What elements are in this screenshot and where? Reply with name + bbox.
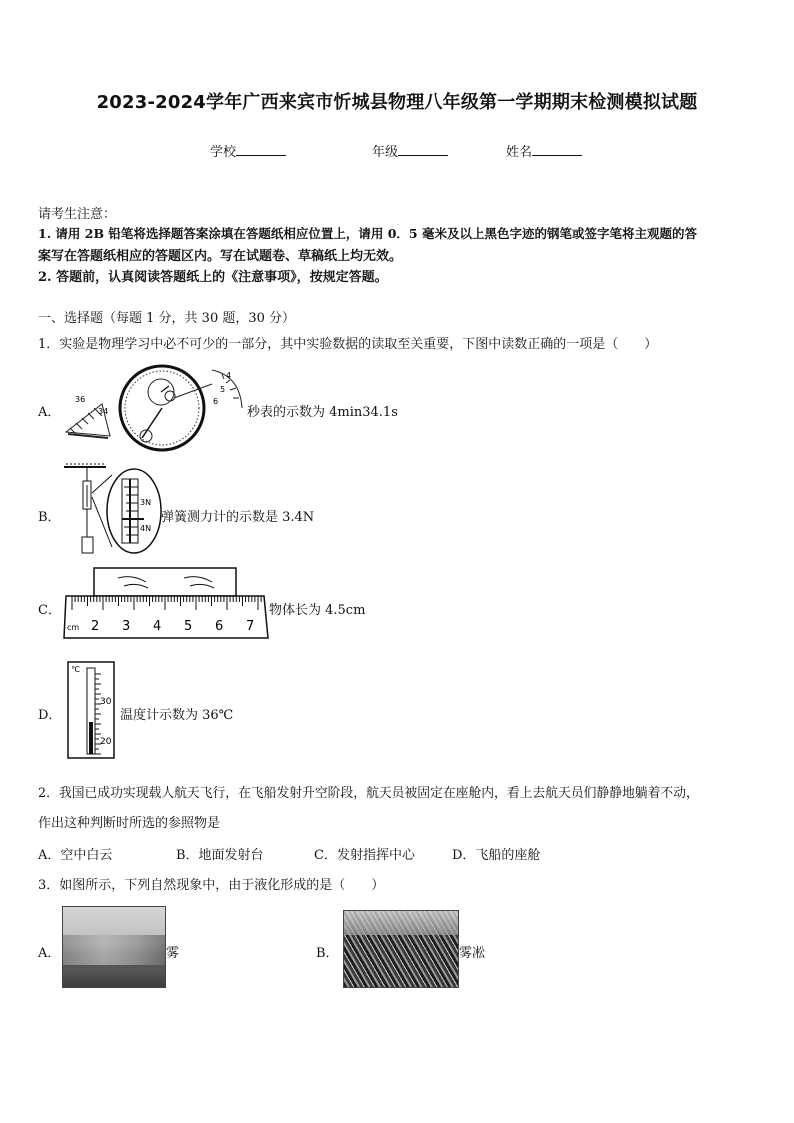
stopwatch-dial [120,366,204,450]
ruler-label-6: 6 [215,619,224,634]
name-field[interactable] [506,141,582,160]
question-2-stem-line-1: 2．我国已成功实现载人航天飞行，在飞船发射升空阶段，航天员被固定在座舱内，看上去航天员们静静地躺着不动， [38,786,699,801]
big-dial-label-6: 6 [213,397,219,406]
q1-option-b-caption: 弹簧测力计的示数是 3.4N [161,510,315,525]
ruler-label-3: 3 [122,619,131,634]
q2-option-c[interactable]: C．发射指挥中心 [314,848,415,863]
notice-heading: 请考生注意： [38,207,117,222]
fog-photo [62,906,166,988]
name-label: 姓名 [506,145,533,160]
scale-mark-4n: 4N [140,524,152,533]
notice-item-2: 2. 答题前，认真阅读答题纸上的《注意事项》，按规定答题。 [38,270,388,285]
q2-option-a[interactable]: A．空中白云 [38,848,113,863]
thermometer-label-20: 20 [100,737,112,747]
spring-scale-figure [62,463,172,557]
big-dial-detail [174,370,242,408]
q1-option-c-letter: C． [38,603,61,618]
big-dial-label-5: 5 [220,385,226,394]
ruler-label-2: 2 [91,619,100,634]
grade-blank[interactable] [398,143,448,156]
q3-option-b-letter: B． [316,946,339,961]
q2-option-b[interactable]: B．地面发射台 [176,848,264,863]
school-label: 学校 [210,145,237,160]
q2-option-d[interactable]: D．飞船的座舱 [452,848,541,863]
q1-option-d-letter: D． [38,708,62,723]
notice-item-1-line-1: 1. 请用 2B 铅笔将选择题答案涂填在答题纸相应位置上，请用 0．5 毫米及以上黑色字迹的钢笔或签字笔将主观题的答 [38,226,697,241]
question-2-stem-line-2: 作出这种判断时所选的参照物是 [38,816,221,831]
q1-option-d-caption: 温度计示数为 36℃ [120,708,234,723]
ruler-label-7: 7 [246,619,255,634]
page-title: 2023-2024学年广西来宾市忻城县物理八年级第一学期期末检测模拟试题 [96,92,698,113]
ruler-label-4: 4 [153,619,162,634]
scale-mark-3n: 3N [140,498,152,507]
grade-label: 年级 [372,145,399,160]
section-heading: 一、选择题（每题 1 分，共 30 题，30 分） [38,311,296,326]
ruler-label-5: 5 [184,619,193,634]
school-field[interactable] [210,141,286,160]
question-1-stem: 1．实验是物理学习中必不可少的一部分，其中实验数据的读取至关重要，下图中读数正确的一项是（ ） [38,337,658,352]
stopwatch-figure [62,362,248,454]
rime-photo [343,910,459,988]
q1-option-b-letter: B． [38,510,61,525]
name-blank[interactable] [532,143,582,156]
small-dial-label-34: 34 [98,407,109,416]
q3-option-a-caption: 雾 [166,946,180,961]
big-dial-label-4: 4 [226,371,232,380]
thermometer-unit: ℃ [71,665,80,674]
q1-option-a-letter: A． [38,405,61,420]
q3-option-b-caption: 雾凇 [459,946,486,961]
q1-option-a-caption: 秒表的示数为 4min34.1s [247,405,398,420]
q1-option-c-caption: 物体长为 4.5cm [269,603,366,618]
small-dial-label-36: 36 [75,395,86,404]
thermometer-label-30: 30 [100,697,112,707]
grade-field[interactable] [372,141,448,160]
question-3-stem: 3．如图所示，下列自然现象中，由于液化形成的是（ ） [38,878,385,893]
thermometer-figure [62,660,118,760]
small-dial-detail [66,395,110,438]
school-blank[interactable] [236,143,286,156]
notice-item-1-line-2: 案写在答题纸相应的答题区内。写在试题卷、草稿纸上均无效。 [38,249,403,264]
q3-option-a-letter: A． [38,946,61,961]
ruler-unit: cm [67,623,80,632]
ruler-figure [62,566,272,642]
